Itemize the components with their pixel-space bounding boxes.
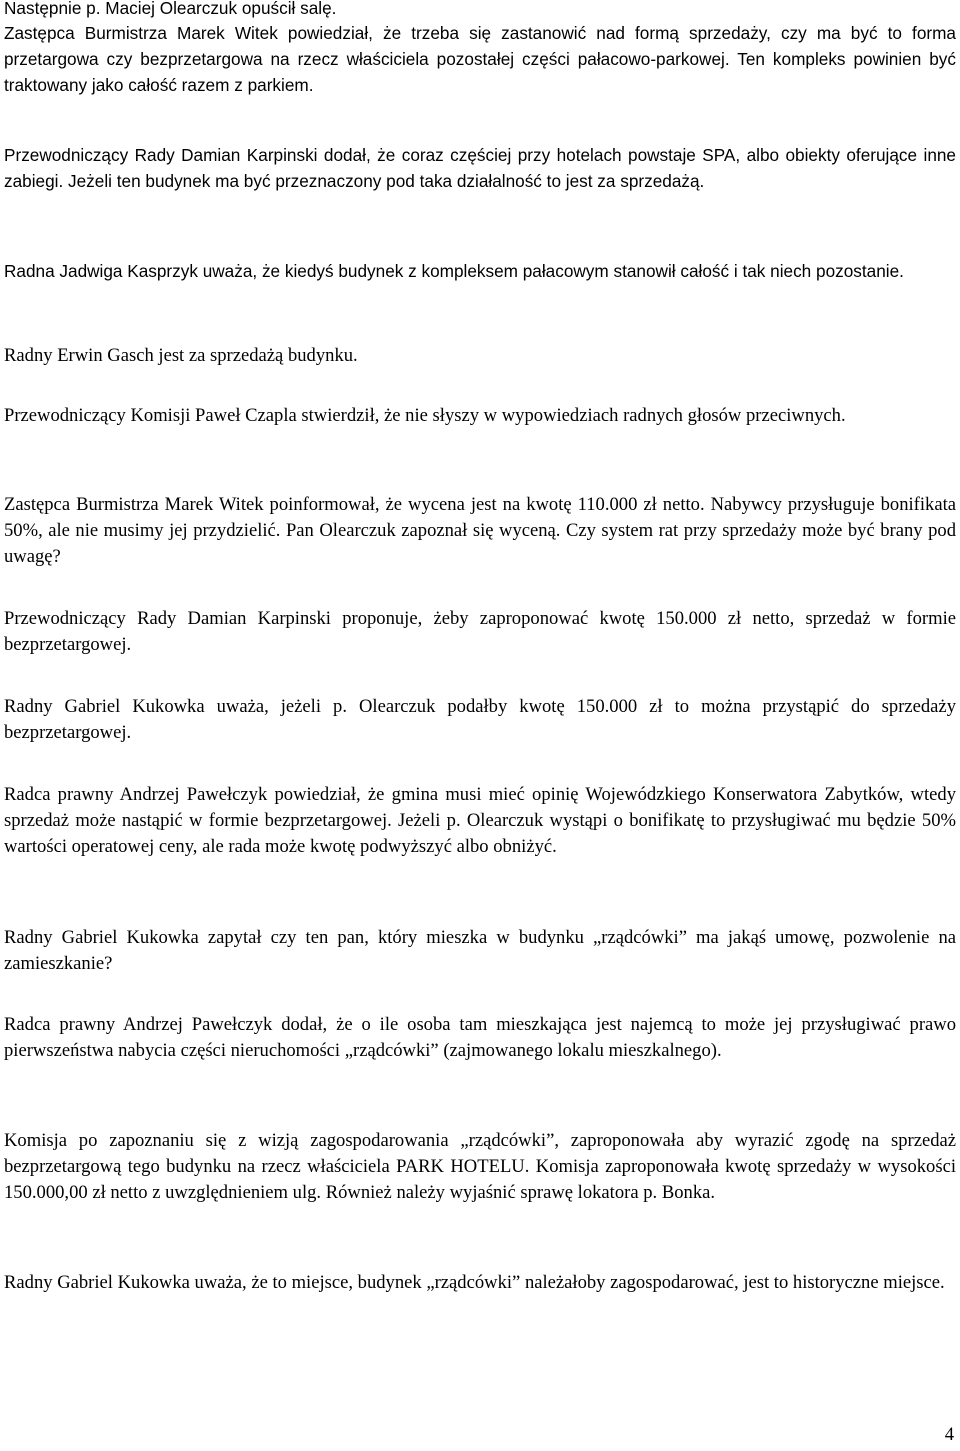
paragraph-kasprzyk-opinion: Radna Jadwiga Kasprzyk uważa, że kiedyś budynek z kompleksem pałacowym stanowił całość i tak niech pozostanie. <box>4 261 904 281</box>
paragraph-czapla-statement: Przewodniczący Komisji Paweł Czapla stwierdził, że nie słyszy w wypowiedziach radnych głosów przeciwnych. <box>4 405 846 426</box>
paragraph-pawelczyk-tenant: Radca prawny Andrzej Pawełczyk dodał, że o ile osoba tam mieszkająca jest najemcą to może jej przysługiwać prawo pierwszeństwa nabycia części nieruchomości „rządcówki” (zajmowanego lokalu mieszkalnego). <box>4 1014 956 1061</box>
paragraph-gasch-opinion: Radny Erwin Gasch jest za sprzedażą budynku. <box>4 345 358 366</box>
paragraph-kukowka-opinion: Radny Gabriel Kukowka uważa, jeżeli p. Olearczuk podałby kwotę 150.000 zł to można przystąpić do sprzedaży bezprzetargowej. <box>4 696 956 743</box>
paragraph-kukowka-historic: Radny Gabriel Kukowka uważa, że to miejsce, budynek „rządcówki” należałoby zagospodarować, jest to historyczne miejsce. <box>4 1272 945 1293</box>
page-number: 4 <box>944 1424 954 1445</box>
paragraph-karpinski-proposal: Przewodniczący Rady Damian Karpinski proponuje, żeby zaproponować kwotę 150.000 zł netto, sprzedaż w formie bezprzetargowej. <box>4 608 956 655</box>
paragraph-karpinski-spa: Przewodniczący Rady Damian Karpinski dodał, że coraz częściej przy hotelach powstaje SPA, albo obiekty oferujące inne zabiegi. Jeżeli ten budynek ma być przeznaczony pod taka działalność to jest za sprzedażą. <box>4 145 956 191</box>
paragraph-olearczuk-left: Następnie p. Maciej Olearczuk opuścił salę. <box>4 0 337 18</box>
paragraph-commission-decision: Komisja po zapoznaniu się z wizją zagospodarowania „rządcówki”, zaproponowała aby wyrazić zgodę na sprzedaż bezprzetargową tego budynku na rzecz właściciela PARK HOTELU. Komisja zaproponowała kwotę sprzedaży w wysokości 150.000,00 zł netto z uwzględnieniem ulg. Również należy wyjaśnić sprawę lokatora p. Bonka. <box>4 1130 956 1203</box>
paragraph-kukowka-question: Radny Gabriel Kukowka zapytał czy ten pan, który mieszka w budynku „rządcówki” ma jakąś umowę, pozwolenie na zamieszkanie? <box>4 927 956 974</box>
paragraph-witek-sale-form: Zastępca Burmistrza Marek Witek powiedział, że trzeba się zastanowić nad formą sprzedaży, czy ma być to forma przetargowa czy bezprzetargowa na rzecz właściciela pozostałej części pałacowo-parkowej. Ten kompleks powinien być traktowany jako całość razem z parkiem. <box>4 23 956 95</box>
paragraph-witek-valuation: Zastępca Burmistrza Marek Witek poinformował, że wycena jest na kwotę 110.000 zł netto. Nabywcy przysługuje bonifikata 50%, ale nie musimy jej przydzielić. Pan Olearczuk zapoznał się wyceną. Czy system rat przy sprzedaży może być brany pod uwagę? <box>4 494 956 567</box>
paragraph-pawelczyk-conservator: Radca prawny Andrzej Pawełczyk powiedział, że gmina musi mieć opinię Wojewódzkiego Konserwatora Zabytków, wtedy sprzedaż może nastąpić w formie bezprzetargowej. Jeżeli p. Olearczuk wystąpi o bonifikatę to przysługiwać mu będzie 50% wartości operatowej ceny, ale rada może kwotę podwyższyć albo obniżyć. <box>4 784 956 857</box>
